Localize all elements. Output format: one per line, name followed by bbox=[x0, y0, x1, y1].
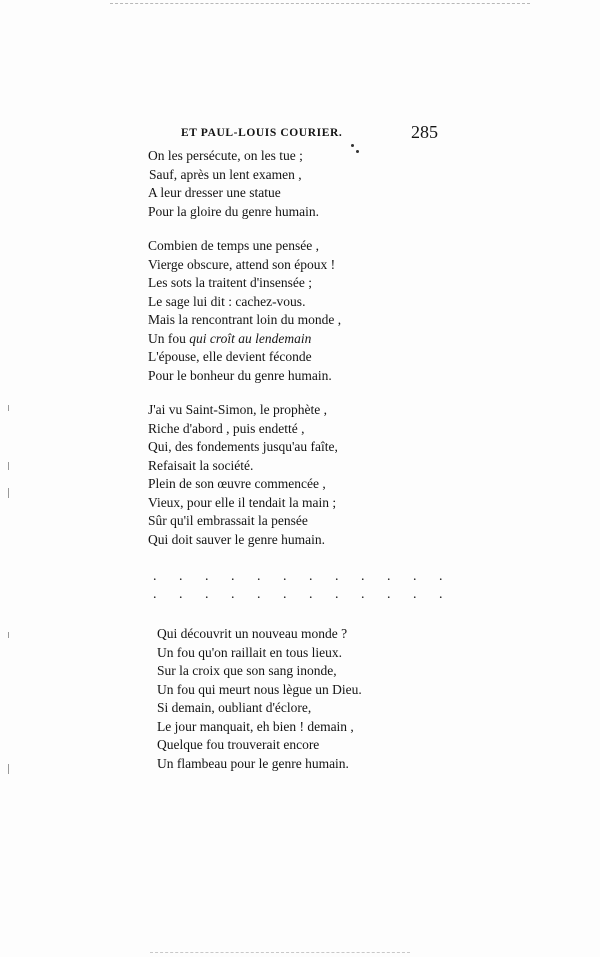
verse-line-with-italic bbox=[148, 330, 341, 349]
verse-line: Vierge obscure, attend son époux ! bbox=[148, 256, 336, 272]
verse-line: Si demain, oubliant d'éclore, bbox=[157, 700, 312, 715]
verse-line: Le jour manquait, eh bien ! demain , bbox=[157, 718, 354, 734]
scan-mark bbox=[8, 488, 9, 498]
page-bottom-edge bbox=[150, 952, 410, 953]
verse-line: Mais la rencontrant loin du monde , bbox=[148, 312, 342, 327]
verse-line: On les persécute, on les tue ; bbox=[148, 148, 303, 163]
ink-speck bbox=[356, 150, 359, 153]
dot-row: . . . . . . . . . . . . bbox=[153, 587, 452, 602]
verse-line: Un flambeau pour le genre humain. bbox=[157, 755, 349, 771]
verse-line-roman-part: Un fou bbox=[148, 330, 190, 346]
scan-mark bbox=[8, 462, 9, 470]
dot-row: . . . . . . . . . . . . bbox=[153, 569, 452, 584]
verse-line: Plein de son œuvre commencée , bbox=[148, 476, 326, 491]
verse-line: Les sots la traitent d'insensée ; bbox=[148, 275, 313, 290]
page-header bbox=[0, 118, 600, 148]
verse-line: Qui doit sauver le genre humain. bbox=[148, 531, 325, 547]
stanza-4 bbox=[157, 625, 362, 773]
ink-speck bbox=[351, 144, 354, 147]
verse-line: Riche d'abord , puis endetté , bbox=[148, 420, 305, 436]
verse-line: Sauf, après un lent examen , bbox=[149, 166, 302, 182]
verse-line: Qui, des fondements jusqu'au faîte, bbox=[148, 439, 338, 454]
verse-line: Vieux, pour elle il tendait la main ; bbox=[148, 494, 337, 510]
scan-mark bbox=[8, 764, 9, 774]
stanza-1 bbox=[148, 147, 319, 221]
verse-line: Pour le bonheur du genre humain. bbox=[148, 367, 332, 383]
scan-mark bbox=[8, 405, 9, 411]
page-number: 285 bbox=[411, 122, 438, 142]
verse-line: Un fou qu'on raillait en tous lieux. bbox=[157, 644, 343, 660]
verse-line: Combien de temps une pensée , bbox=[148, 238, 319, 253]
running-head: ET PAUL-LOUIS COURIER. bbox=[181, 127, 343, 139]
verse-line: Qui découvrit un nouveau monde ? bbox=[157, 626, 348, 641]
stanza-3 bbox=[148, 401, 338, 549]
verse-line: L'épouse, elle devient féconde bbox=[148, 349, 312, 364]
page-top-edge bbox=[110, 3, 530, 4]
verse-line: Sûr qu'il embrassait la pensée bbox=[148, 513, 308, 528]
stanza-2 bbox=[148, 237, 341, 385]
verse-line: Pour la gloire du genre humain. bbox=[148, 203, 319, 219]
verse-line: Sur la croix que son sang inonde, bbox=[157, 663, 337, 678]
verse-line: Quelque fou trouverait encore bbox=[157, 737, 320, 752]
verse-line: Refaisait la société. bbox=[148, 457, 254, 473]
verse-line: A leur dresser une statue bbox=[148, 185, 281, 200]
verse-line-italic-part: qui croît au lendemain bbox=[189, 330, 312, 346]
omission-dots bbox=[153, 568, 452, 608]
scan-mark bbox=[8, 632, 9, 638]
verse-line: J'ai vu Saint-Simon, le prophète , bbox=[148, 402, 328, 417]
verse-line: Un fou qui meurt nous lègue un Dieu. bbox=[157, 681, 362, 697]
verse-line: Le sage lui dit : cachez-vous. bbox=[148, 293, 306, 309]
